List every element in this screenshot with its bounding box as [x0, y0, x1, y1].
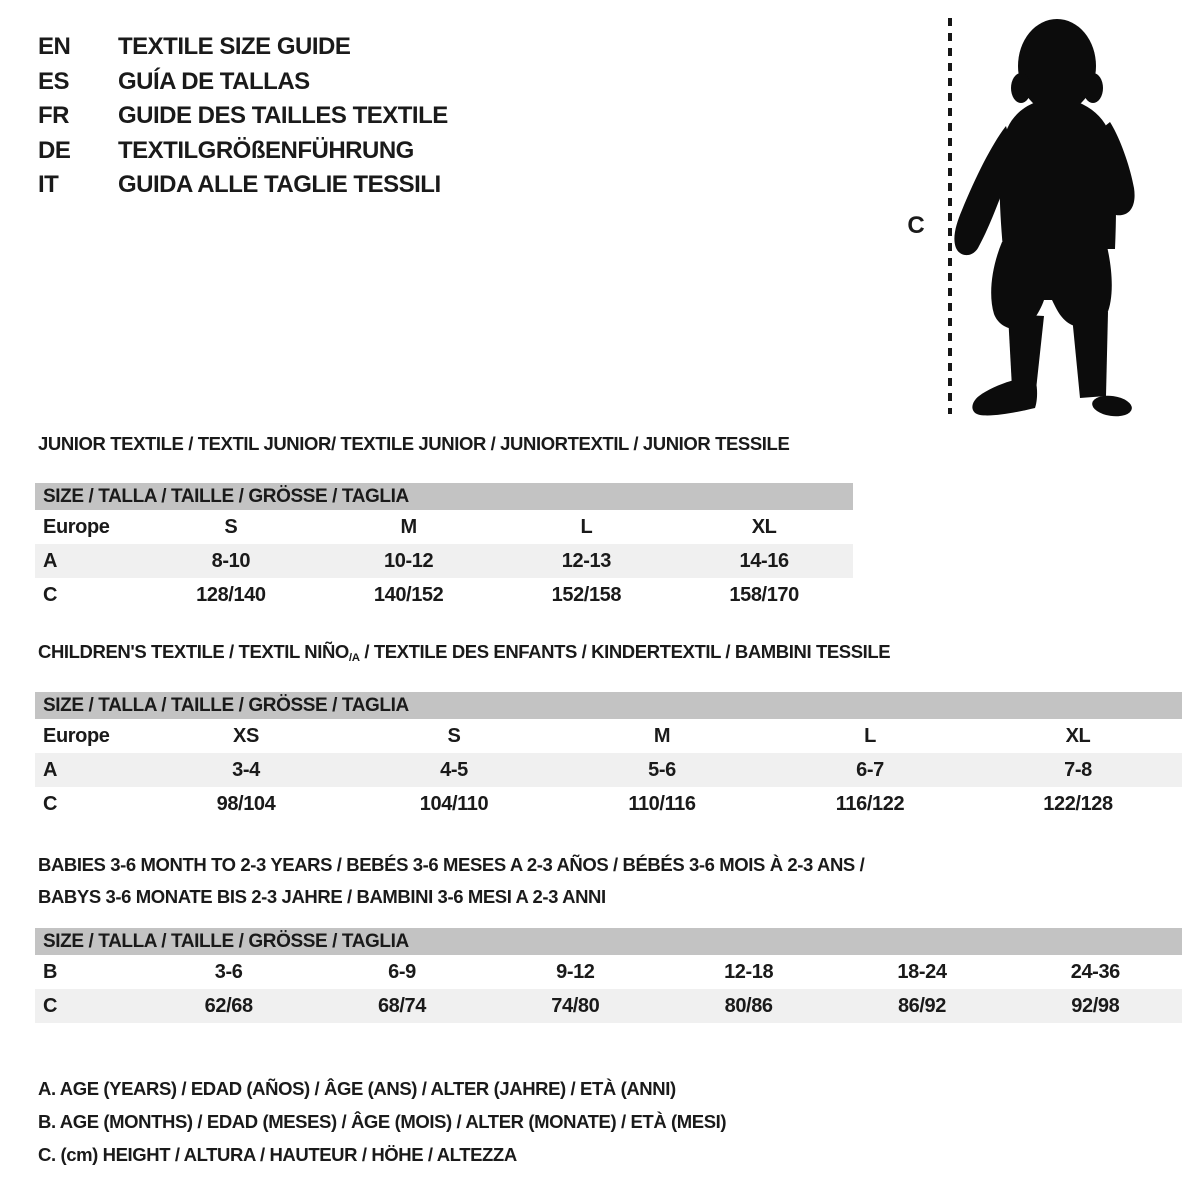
cell: 5-6	[648, 758, 676, 781]
babies-section-title	[38, 849, 864, 912]
table-row	[35, 510, 853, 544]
cell: 18-24	[897, 960, 947, 983]
children-title-pre: CHILDREN'S TEXTILE / TEXTIL NIÑO	[38, 641, 349, 662]
lang-row-en	[38, 30, 448, 65]
junior-section-title: JUNIOR TEXTILE / TEXTIL JUNIOR/ TEXTILE JUNIOR / JUNIORTEXTIL / JUNIOR TESSILE	[38, 433, 790, 454]
legend-line-a: A. AGE (YEARS) / EDAD (AÑOS) / ÂGE (ANS) / ALTER (JAHRE) / ETÀ (ANNI)	[38, 1078, 676, 1099]
babies-title-line1: BABIES 3-6 MONTH TO 2-3 YEARS / BEBÉS 3-6 MESES A 2-3 AÑOS / BÉBÉS 3-6 MOIS À 2-3 ANS /	[38, 854, 865, 875]
lang-code: FR	[38, 102, 69, 130]
cell: 140/152	[373, 583, 444, 606]
table-row	[35, 787, 1182, 821]
cell: XL	[751, 515, 777, 538]
cell: 8-10	[211, 549, 251, 572]
cell: S	[447, 724, 461, 747]
cell: 24-36	[1070, 960, 1120, 983]
cell: 3-6	[214, 960, 243, 983]
row-label: C	[43, 792, 58, 815]
children-title-post: / TEXTILE DES ENFANTS / KINDERTEXTIL / BAMBINI TESSILE	[359, 641, 891, 662]
lang-title: GUIDE DES TAILLES TEXTILE	[118, 102, 448, 130]
cell: M	[653, 724, 671, 747]
cell: 10-12	[384, 549, 434, 572]
height-measure-label: C	[907, 212, 925, 239]
lang-row-de	[38, 134, 448, 169]
cell: S	[224, 515, 238, 538]
lang-code: ES	[38, 67, 70, 95]
row-label: C	[43, 994, 58, 1017]
row-label: A	[43, 549, 58, 572]
language-header	[38, 30, 448, 203]
cell: 80/86	[724, 994, 773, 1017]
cell: 7-8	[1064, 758, 1092, 781]
cell: 86/92	[897, 994, 946, 1017]
row-label: B	[43, 960, 58, 983]
toddler-silhouette-icon	[918, 14, 1150, 420]
row-label: Europe	[43, 515, 110, 538]
row-label: A	[43, 758, 58, 781]
cell: 6-9	[388, 960, 416, 983]
children-title-sub: /A	[348, 652, 360, 664]
cell: 92/98	[1071, 994, 1120, 1017]
cell: 12-13	[561, 549, 611, 572]
junior-size-table-header: SIZE / TALLA / TAILLE / GRÖSSE / TAGLIA	[35, 483, 853, 510]
lang-title: GUÍA DE TALLAS	[118, 67, 310, 95]
lang-code: EN	[38, 33, 71, 61]
lang-row-it	[38, 168, 448, 203]
babies-size-table	[35, 928, 1182, 1023]
cell: M	[400, 515, 417, 538]
cell: 122/128	[1043, 792, 1113, 815]
table-row	[35, 955, 1182, 989]
measure-legend	[38, 1072, 726, 1171]
legend-line-b: B. AGE (MONTHS) / EDAD (MESES) / ÂGE (MOIS) / ALTER (MONATE) / ETÀ (MESI)	[38, 1111, 727, 1132]
cell: L	[580, 515, 593, 538]
cell: 6-7	[856, 758, 884, 781]
cell: XS	[233, 724, 259, 747]
junior-size-table	[35, 483, 853, 612]
cell: 98/104	[216, 792, 276, 815]
cell: 4-5	[440, 758, 468, 781]
children-section-title	[38, 641, 890, 663]
babies-title-line2: BABYS 3-6 MONATE BIS 2-3 JAHRE / BAMBINI 3-6 MESI A 2-3 ANNI	[38, 885, 606, 907]
children-size-table-header: SIZE / TALLA / TAILLE / GRÖSSE / TAGLIA	[35, 692, 1182, 719]
table-row	[35, 544, 853, 578]
cell: 12-18	[724, 960, 774, 983]
cell: 14-16	[739, 549, 789, 572]
children-size-table	[35, 692, 1182, 821]
legend-line-c: C. (cm) HEIGHT / ALTURA / HAUTEUR / HÖHE / ALTEZZA	[38, 1144, 517, 1165]
cell: 3-4	[232, 758, 260, 781]
cell: XL	[1065, 724, 1091, 747]
cell: 62/68	[204, 994, 253, 1017]
lang-title: TEXTILGRÖßENFÜHRUNG	[118, 136, 414, 164]
cell: 128/140	[196, 583, 266, 606]
lang-code: IT	[38, 171, 59, 199]
height-measure-figure	[918, 14, 1150, 420]
cell: 74/80	[551, 994, 600, 1017]
lang-code: DE	[38, 136, 71, 164]
row-label: C	[43, 583, 58, 606]
table-row	[35, 753, 1182, 787]
babies-size-table-header: SIZE / TALLA / TAILLE / GRÖSSE / TAGLIA	[35, 928, 1182, 955]
cell: 104/110	[419, 792, 489, 815]
cell: 110/116	[628, 792, 696, 815]
cell: 158/170	[729, 583, 799, 606]
cell: 68/74	[377, 994, 427, 1017]
table-row	[35, 719, 1182, 753]
row-label: Europe	[43, 724, 110, 747]
lang-row-fr	[38, 99, 448, 134]
table-row	[35, 578, 853, 612]
lang-title: GUIDA ALLE TAGLIE TESSILI	[118, 171, 441, 199]
lang-title: TEXTILE SIZE GUIDE	[118, 33, 351, 61]
cell: L	[864, 724, 876, 747]
cell: 116/122	[835, 792, 905, 815]
cell: 9-12	[556, 960, 595, 983]
cell: 152/158	[551, 583, 622, 606]
table-row	[35, 989, 1182, 1023]
lang-row-es	[38, 65, 448, 100]
